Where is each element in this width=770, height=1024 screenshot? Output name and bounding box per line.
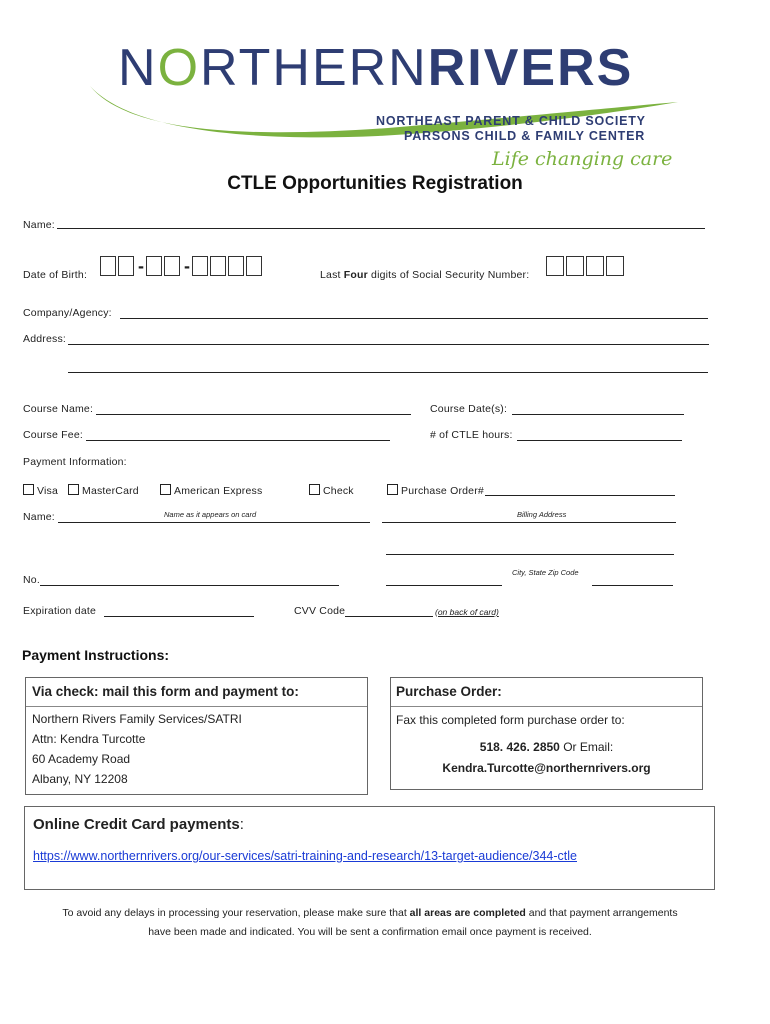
footer-note: To avoid any delays in processing your reservation, please make sure that all areas are completed and that payment arrangements have been made and indicated. You will be sent a confirmation email once payment is received. bbox=[62, 907, 678, 938]
course-fee-label: Course Fee: bbox=[23, 429, 83, 441]
ctle-hours-label: # of CTLE hours: bbox=[430, 429, 513, 441]
course-fee-field[interactable] bbox=[86, 440, 390, 441]
billing-address-hint: Billing Address bbox=[517, 510, 567, 519]
online-box bbox=[24, 806, 715, 890]
check-address-line-2: Attn: Kendra Turcotte bbox=[32, 732, 146, 746]
checkbox-icon[interactable] bbox=[23, 484, 34, 495]
online-title: Online Credit Card payments: bbox=[33, 816, 244, 833]
ctle-hours-field[interactable] bbox=[517, 440, 682, 441]
option-mastercard[interactable]: MasterCard bbox=[68, 484, 139, 497]
dob-label: Date of Birth: bbox=[23, 269, 88, 281]
logo-tagline: Life changing care bbox=[492, 148, 673, 170]
po-number-field[interactable] bbox=[485, 495, 675, 496]
address-label: Address: bbox=[23, 333, 67, 345]
expiration-label: Expiration date bbox=[23, 605, 97, 617]
logo-text-rivers: RIVERS bbox=[427, 39, 634, 97]
logo-text-n: N bbox=[118, 39, 158, 97]
logo-line2: PARSONS CHILD & FAMILY CENTER bbox=[404, 129, 646, 143]
online-url-link[interactable]: https://www.northernrivers.org/our-services/satri-training-and-research/13-target-audience/344-ctle bbox=[33, 849, 577, 863]
name-label: Name: bbox=[23, 219, 55, 231]
cvv-label: CVV Code bbox=[294, 605, 346, 617]
form-title: CTLE Opportunities Registration bbox=[227, 173, 523, 194]
card-no-field[interactable] bbox=[40, 585, 339, 586]
logo-line1: NORTHEAST PARENT & CHILD SOCIETY bbox=[376, 114, 646, 128]
option-amex[interactable]: American Express bbox=[160, 484, 262, 497]
course-name-field[interactable] bbox=[96, 414, 411, 415]
po-phone: 518. 426. 2850 bbox=[479, 740, 560, 754]
logo-text-o: O bbox=[157, 39, 201, 97]
po-contact: 518. 426. 2850 Or Email: bbox=[479, 740, 614, 754]
address-field-1[interactable] bbox=[68, 344, 709, 345]
option-po[interactable]: Purchase Order# bbox=[387, 484, 484, 497]
card-name-label: Name: bbox=[23, 511, 55, 523]
check-address-line-1: Northern Rivers Family Services/SATRI bbox=[32, 712, 242, 726]
cvv-hint: (on back of card) bbox=[435, 607, 499, 617]
logo-text-rthern: RTHERN bbox=[200, 39, 428, 97]
city-field-1[interactable] bbox=[386, 585, 502, 586]
name-field[interactable] bbox=[57, 228, 705, 229]
checkbox-icon[interactable] bbox=[68, 484, 79, 495]
ssn-label: Last Four digits of Social Security Number: bbox=[320, 269, 530, 281]
billing-address-field[interactable] bbox=[382, 522, 676, 523]
city-hint: City, State Zip Code bbox=[512, 568, 579, 577]
course-dates-label: Course Date(s): bbox=[430, 403, 508, 415]
course-dates-field[interactable] bbox=[512, 414, 684, 415]
company-field[interactable] bbox=[120, 318, 708, 319]
billing-address-field-2[interactable] bbox=[386, 554, 674, 555]
company-label: Company/Agency: bbox=[23, 307, 112, 319]
card-name-field[interactable] bbox=[58, 522, 370, 523]
ssn-boxes[interactable] bbox=[546, 256, 626, 276]
cvv-field[interactable] bbox=[345, 616, 433, 617]
option-check[interactable]: Check bbox=[309, 484, 354, 497]
expiration-field[interactable] bbox=[104, 616, 254, 617]
check-box bbox=[25, 677, 368, 795]
course-name-label: Course Name: bbox=[23, 403, 94, 415]
card-name-hint: Name as it appears on card bbox=[164, 510, 257, 519]
check-address-line-3: 60 Academy Road bbox=[32, 752, 131, 766]
po-text: Fax this completed form purchase order to: bbox=[396, 713, 625, 727]
po-box-title: Purchase Order: bbox=[396, 684, 502, 699]
card-no-label: No. bbox=[23, 574, 40, 586]
option-visa[interactable]: Visa bbox=[23, 484, 58, 497]
address-field-2[interactable] bbox=[68, 372, 708, 373]
city-field-2[interactable] bbox=[592, 585, 673, 586]
check-address-line-4: Albany, NY 12208 bbox=[32, 772, 128, 786]
logo bbox=[88, 38, 688, 178]
instructions-heading: Payment Instructions: bbox=[22, 647, 170, 663]
checkbox-icon[interactable] bbox=[387, 484, 398, 495]
checkbox-icon[interactable] bbox=[160, 484, 171, 495]
po-email[interactable]: Kendra.Turcotte@northernrivers.org bbox=[442, 761, 651, 775]
po-box bbox=[390, 677, 703, 790]
check-box-title: Via check: mail this form and payment to: bbox=[32, 684, 299, 699]
checkbox-icon[interactable] bbox=[309, 484, 320, 495]
dob-boxes[interactable]: - - bbox=[100, 256, 264, 276]
payment-info-label: Payment Information: bbox=[23, 456, 127, 468]
